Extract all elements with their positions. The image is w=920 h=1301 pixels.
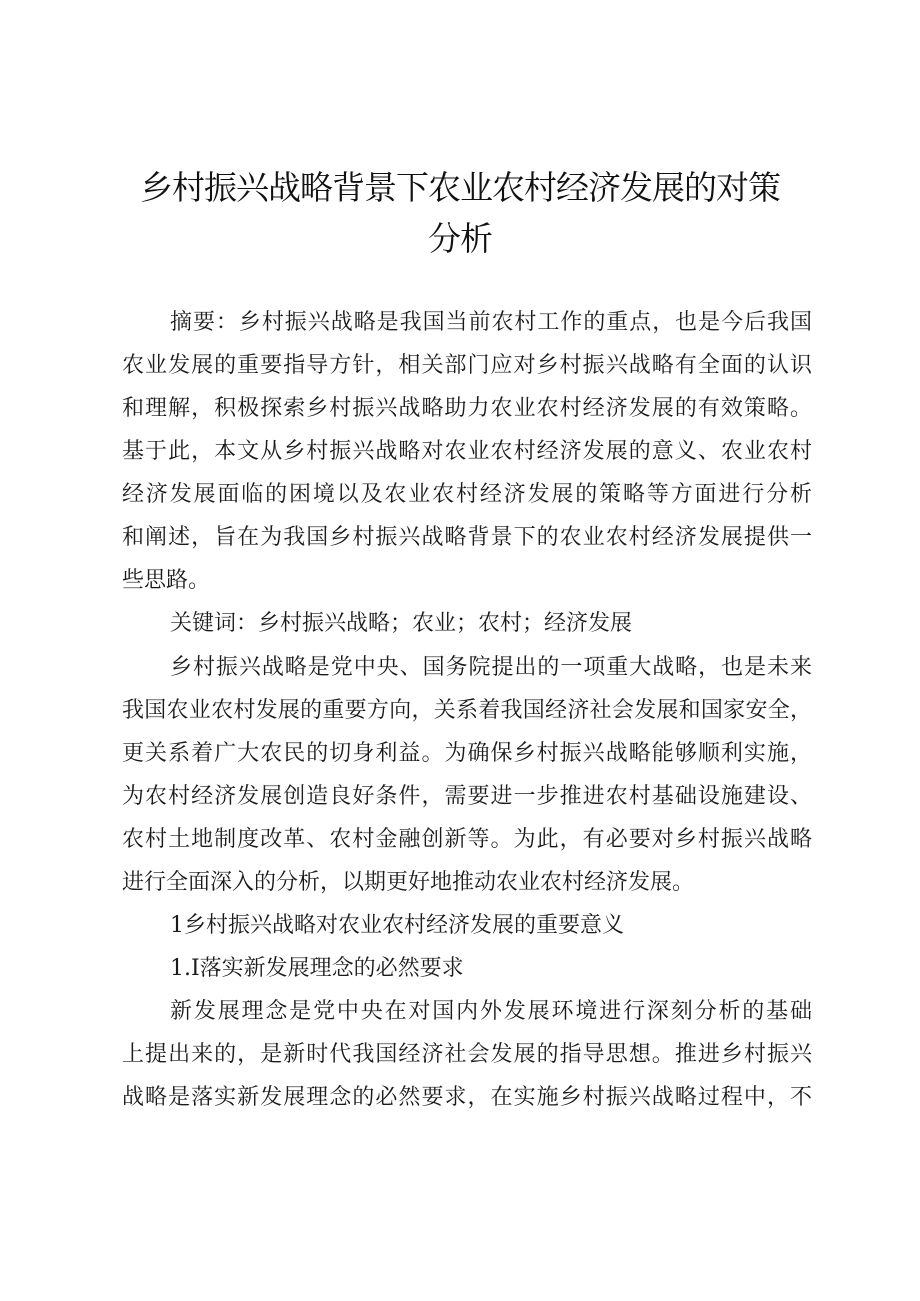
subsection-heading: 1.I落实新发展理念的必然要求 [170,956,464,981]
keywords: 关键词：乡村振兴战略；农业；农村；经济发展 [170,611,633,636]
document-title-line-1: 乡村振兴战略背景下农业农村经济发展的对策 [140,168,780,207]
body-line: 上提出来的，是新时代我国经济社会发展的指导思想。推进乡村振兴 [122,1042,812,1067]
section-heading: 1乡村振兴战略对农业农村经济发展的重要意义 [170,913,624,938]
intro-line: 乡村振兴战略是党中央、国务院提出的一项重大战略，也是未来 [170,655,812,680]
abstract-line: 摘要：乡村振兴战略是我国当前农村工作的重点，也是今后我国 [170,310,812,335]
body-line: 新发展理念是党中央在对国内外发展环境进行深刻分析的基础 [170,999,812,1024]
intro-line: 农村土地制度改革、农村金融创新等。为此，有必要对乡村振兴战略 [122,827,812,852]
body-line: 战略是落实新发展理念的必然要求，在实施乡村振兴战略过程中，不 [122,1085,812,1110]
intro-line: 我国农业农村发展的重要方向，关系着我国经济社会发展和国家安全， [122,698,812,723]
abstract-line: 基于此，本文从乡村振兴战略对农业农村经济发展的意义、农业农村 [122,439,812,464]
document-title-line-2: 分析 [428,219,492,258]
intro-line: 更关系着广大农民的切身利益。为确保乡村振兴战略能够顺利实施， [122,741,812,766]
intro-line: 为农村经济发展创造良好条件，需要进一步推进农村基础设施建设、 [122,784,812,809]
abstract-line: 和理解，积极探索乡村振兴战略助力农业农村经济发展的有效策略。 [122,396,812,421]
intro-line: 进行全面深入的分析，以期更好地推动农业农村经济发展。 [122,870,695,895]
abstract-line: 和阐述，旨在为我国乡村振兴战略背景下的农业农村经济发展提供一 [122,525,812,550]
abstract-line: 经济发展面临的困境以及农业农村经济发展的策略等方面进行分析 [122,482,812,507]
abstract-line: 农业发展的重要指导方针，相关部门应对乡村振兴战略有全面的认识 [122,353,812,378]
abstract-line: 些思路。 [122,568,211,593]
